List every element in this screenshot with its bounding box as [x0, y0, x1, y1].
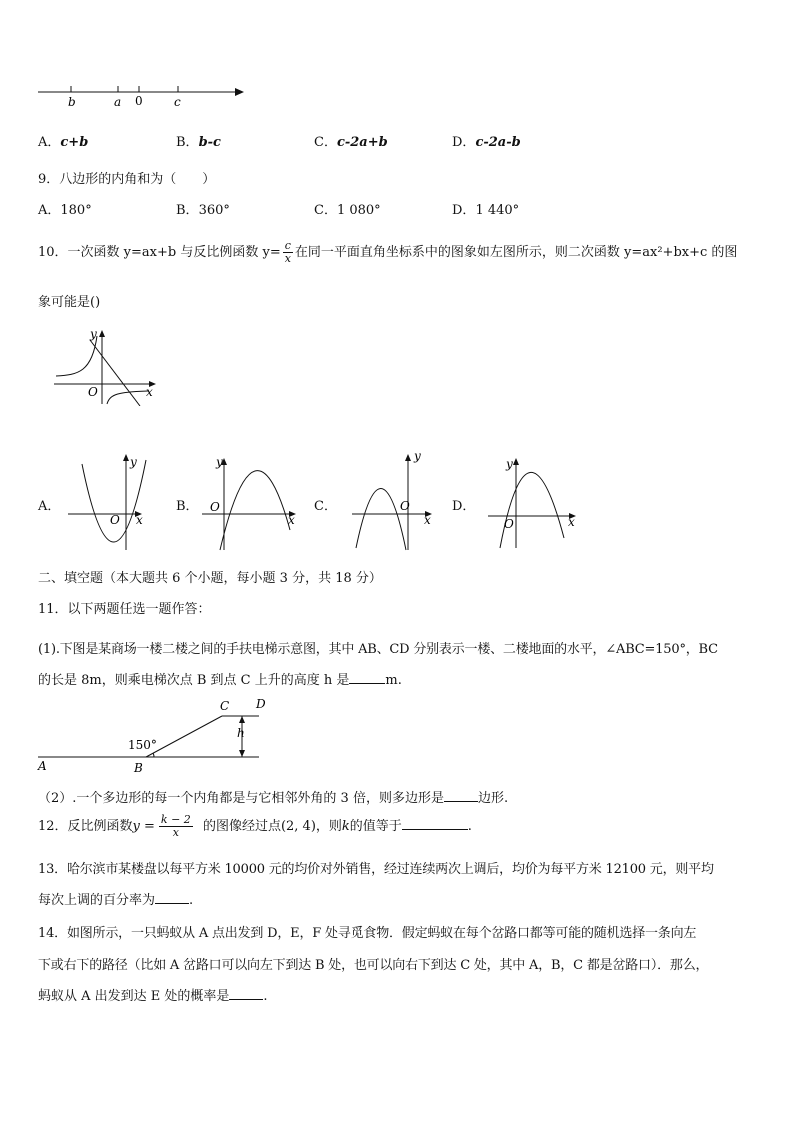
label-c: c — [174, 95, 181, 109]
q10-graph-a[interactable] — [64, 452, 150, 552]
q9-option-c[interactable]: C．1 080° — [314, 203, 381, 218]
svg-text:y: y — [130, 455, 137, 469]
q10-graph-c[interactable] — [350, 448, 440, 552]
q14-line1: 14．如图所示，一只蚂蚁从 A 点出发到 D，E，F 处寻觅食物．假定蚂蚁在每个岔路口都等可能的随机选择一条向左 — [38, 926, 697, 941]
svg-text:x: x — [424, 513, 431, 527]
label-D: D — [256, 697, 266, 711]
fraction-c-over-x: $\frac{c}{x}$ — [284, 239, 291, 265]
q8-option-b[interactable]: B．b-c — [176, 135, 221, 150]
q12-stem: 12．反比例函数y = $\frac{k - 2}{x}$ 的图像经过点(2, 4)，则k的值等于 . — [38, 813, 472, 839]
q10-option-b[interactable]: B． — [176, 499, 199, 514]
label-angle: 150° — [128, 738, 157, 752]
label-A: A — [38, 759, 47, 773]
label-a: a — [114, 95, 122, 109]
answer-blank-polygon[interactable] — [444, 801, 478, 802]
q11-part1-line1: (1).下图是某商场一楼二楼之间的手扶电梯示意图，其中 AB、CD 分别表示一楼、二楼地面的水平，∠ABC=150°，BC — [38, 642, 718, 657]
svg-text:x: x — [568, 515, 575, 529]
q8-option-a[interactable]: A．c+b — [38, 135, 89, 150]
label-b: b — [68, 95, 76, 109]
q8-option-d[interactable]: D．c-2a-b — [452, 135, 521, 150]
q10-stem: 10．一次函数 y=ax+b 与反比例函数 y= $\frac{c}{x}$ 在同一平面直角坐标系中的图象如左图所示，则二次函数 y=ax²+bx+c 的图 — [38, 239, 738, 265]
escalator-figure — [34, 696, 274, 776]
q10-option-c[interactable]: C． — [314, 499, 337, 514]
q9-option-b[interactable]: B．360° — [176, 203, 230, 218]
svg-text:y: y — [414, 449, 421, 463]
svg-text:O: O — [504, 517, 514, 531]
q11-part2: （2）.一个多边形的每一个内角都是与它相邻外角的 3 倍，则多边形是 边形. — [38, 791, 509, 806]
origin: O — [88, 385, 98, 399]
q9-option-a[interactable]: A．180° — [38, 203, 92, 218]
q9-option-d[interactable]: D．1 440° — [452, 203, 520, 218]
label-zero: 0 — [135, 94, 143, 108]
svg-text:y: y — [506, 457, 513, 471]
fraction-k-minus-2: $\frac{k - 2}{x}$ — [160, 813, 191, 839]
svg-text:O: O — [110, 513, 120, 527]
answer-blank-probability[interactable] — [229, 999, 263, 1000]
q11-part1-line2: 的长是 8m，则乘电梯次点 B 到点 C 上升的高度 h 是 m. — [38, 673, 402, 688]
q13-line1: 13．哈尔滨市某楼盘以每平方米 10000 元的均价对外销售，经过连续两次上调后，均价为每平方米 12100 元，则平均 — [38, 862, 714, 877]
answer-blank-k[interactable] — [402, 829, 468, 830]
q10-option-a[interactable]: A． — [38, 499, 61, 514]
label-h: h — [237, 726, 245, 740]
q10-graph-b[interactable] — [200, 452, 300, 552]
q13-line2: 每次上调的百分率为 . — [38, 893, 194, 908]
answer-blank-h[interactable] — [349, 683, 385, 684]
number-line-figure — [36, 80, 248, 110]
svg-text:O: O — [400, 499, 410, 513]
q11-stem: 11．以下两题任选一题作答： — [38, 602, 211, 617]
label-B: B — [134, 761, 143, 775]
q10-graph-d[interactable] — [484, 452, 584, 552]
q10-stem-line2: 象可能是() — [38, 295, 101, 310]
q10-main-graph — [52, 328, 162, 406]
q8-option-c[interactable]: C．c-2a+b — [314, 135, 388, 150]
axis-y: y — [90, 328, 97, 341]
q14-line2: 下或右下的路径（比如 A 岔路口可以向左下到达 B 处，也可以向右下到达 C 处，其中 A，B，C 都是岔路口）．那么， — [38, 958, 709, 973]
axis-x: x — [146, 385, 153, 399]
q14-line3: 蚂蚁从 A 出发到达 E 处的概率是 . — [38, 989, 268, 1004]
section2-heading: 二、填空题（本大题共 6 个小题，每小题 3 分，共 18 分） — [38, 571, 382, 586]
answer-blank-rate[interactable] — [155, 903, 189, 904]
svg-text:O: O — [210, 500, 220, 514]
svg-text:y: y — [216, 455, 223, 469]
q10-option-d[interactable]: D． — [452, 499, 476, 514]
q9-stem: 9．八边形的内角和为（ ） — [38, 172, 216, 187]
svg-text:x: x — [288, 513, 295, 527]
label-C: C — [220, 699, 230, 713]
svg-text:x: x — [136, 513, 143, 527]
